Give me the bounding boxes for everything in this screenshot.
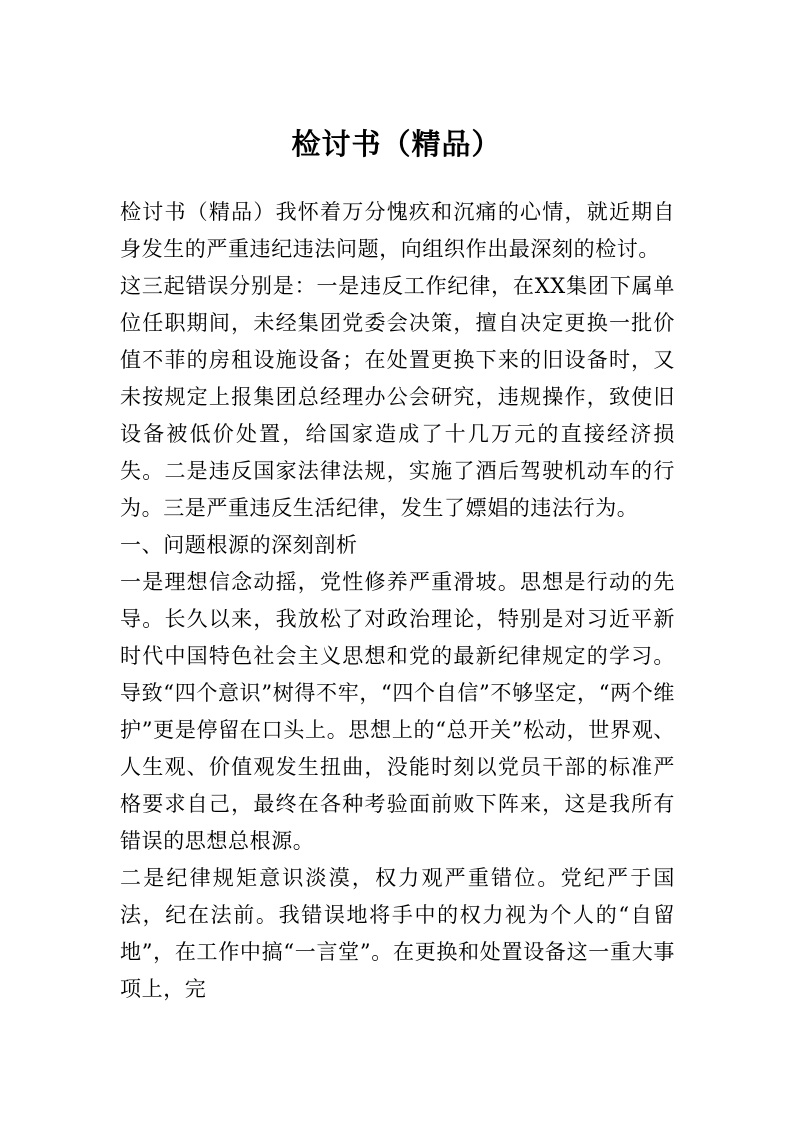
paragraph-three-errors: 这三起错误分别是：一是违反工作纪律，在XX集团下属单位任职期间，未经集团党委会决策，擅自决定更换一批价值不菲的房租设施设备；在处置更换下来的旧设备时，又未按规定上报集团总经理办公会研究，违规操作，致使旧设备被低价处置，给国家造成了十几万元的直接经济损失。二是违反国家法律法规，实施了酒后驾驶机动车的行为。三是严重违反生活纪律，发生了嫖娼的违法行为。 (120, 274, 675, 520)
paragraph-ideals: 一是理想信念动摇，党性修养严重滑坡。思想是行动的先导。长久以来，我放松了对政治理论，特别是对习近平新时代中国特色社会主义思想和党的最新纪律规定的学习。导致“四个意识”树得不牢，“四个自信”不够坚定，“两个维护”更是停留在口头上。思想上的“总开关”松动，世界观、人生观、价值观发生扭曲，没能时刻以党员干部的标准严格要求自己，最终在各种考验面前败下阵来，这是我所有错误的思想总根源。 (120, 570, 675, 853)
document-title: 检讨书（精品） (291, 127, 502, 161)
paragraph-discipline: 二是纪律规矩意识淡漠，权力观严重错位。党纪严于国法，纪在法前。我错误地将手中的权力视为个人的“自留地”，在工作中搞“一言堂”。在更换和处置设备这一重大事项上，完 (120, 866, 675, 1001)
paragraph-intro: 检讨书（精品）我怀着万分愧疚和沉痛的心情，就近期自身发生的严重违纪违法问题，向组织作出最深刻的检讨。 (120, 200, 675, 261)
section-heading-root-cause: 一、问题根源的深刻剖析 (120, 533, 358, 557)
document-body (120, 194, 675, 1008)
